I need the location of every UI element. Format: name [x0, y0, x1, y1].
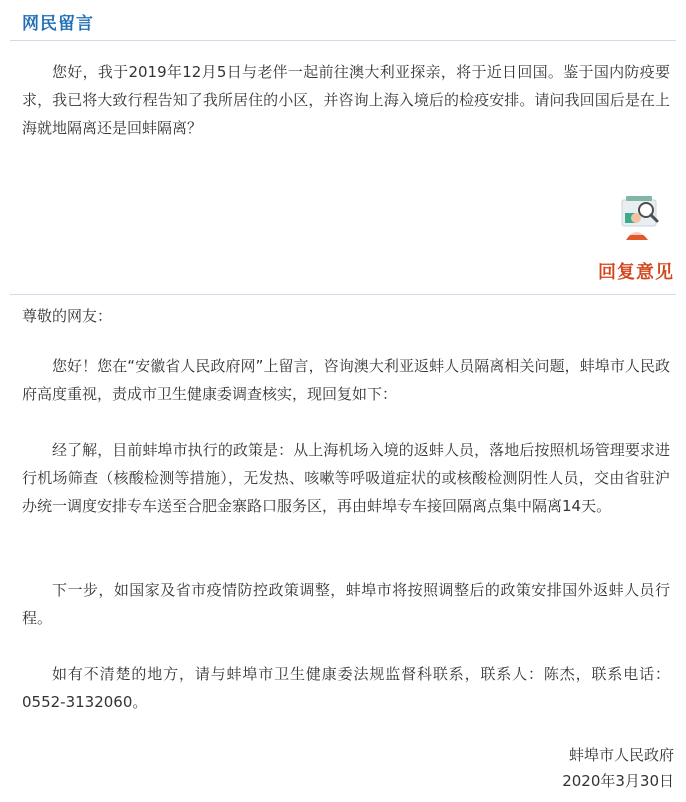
signature-date: 2020年3月30日: [562, 772, 674, 790]
reply-signature: [562, 742, 674, 794]
message-section-title: 网民留言: [22, 14, 94, 34]
reply-paragraph: 下一步，如国家及省市疫情防控政策调整，蚌埠市将按照调整后的政策安排国外返蚌人员行程。: [22, 581, 670, 627]
signature-organization: 蚌埠市人民政府: [568, 746, 674, 764]
netizen-question-text: 您好，我于2019年12月5日与老伴一起前往澳大利亚探亲，将于近日回国。鉴于国内防疫要求，我已将大致行程告知了我所居住的小区，并咨询上海入境后的检疫安排。请问我回国后是在上海就地隔离还是回蚌隔离？: [22, 63, 670, 137]
reply-illustration-icon: [612, 190, 664, 242]
reply-paragraph: 您好！您在“安徽省人民政府网”上留言，咨询澳大利亚返蚌人员隔离相关问题，蚌埠市人民政府高度重视，责成市卫生健康委调查核实，现回复如下：: [22, 357, 670, 403]
message-header: [10, 0, 676, 41]
reply-greeting: 尊敬的网友：: [22, 307, 113, 325]
reply-section-title: 回复意见: [598, 262, 674, 283]
reply-paragraph: 经了解，目前蚌埠市执行的政策是：从上海机场入境的返蚌人员，落地后按照机场管理要求进行机场筛查（核酸检测等措施），无发热、咳嗽等呼吸道症状的或核酸检测阴性人员，交由省驻沪办统一调度安排专车送至合肥金寨路口服务区，再由蚌埠专车接回隔离点集中隔离14天。: [22, 441, 670, 515]
reply-paragraph: 如有不清楚的地方，请与蚌埠市卫生健康委法规监督科联系，联系人：陈杰，联系电话：0552-3132060。: [22, 665, 670, 711]
section-divider: [10, 294, 676, 295]
